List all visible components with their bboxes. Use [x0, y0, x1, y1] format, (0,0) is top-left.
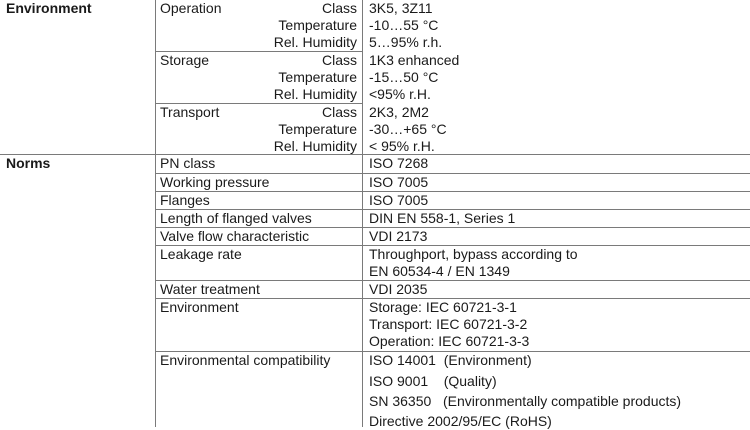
norm-label-working-pressure: Working pressure [160, 174, 270, 190]
norm-value-working-pressure: ISO 7005 [369, 174, 429, 190]
norm-value-compat-3: SN 36350 (Environmentally compatible products) [369, 393, 682, 409]
row-divider [155, 298, 750, 299]
storage-humidity-value: <95% r.H. [369, 86, 431, 102]
norm-label-environmental-compatibility: Environmental compatibility [160, 352, 331, 368]
norm-value-length-flanged-valves: DIN EN 558-1, Series 1 [369, 210, 516, 226]
norm-value-pn-class: ISO 7268 [369, 155, 429, 171]
norm-label-environment: Environment [160, 299, 239, 315]
row-divider [155, 280, 750, 281]
norm-value-compat-1: ISO 14001 (Environment) [369, 352, 532, 368]
storage-temperature-value: -15…50 °C [369, 69, 439, 85]
norm-label-valve-flow: Valve flow characteristic [160, 228, 310, 244]
group-transport-label: Transport [160, 104, 220, 120]
norm-label-length-flanged-valves: Length of flanged valves [160, 210, 312, 226]
row-divider [155, 227, 750, 228]
norm-value-compat-2: ISO 9001 (Quality) [369, 373, 497, 389]
operation-class-value: 3K5, 3Z11 [369, 0, 433, 16]
norm-value-leakage-rate-2: EN 60534-4 / EN 1349 [369, 263, 510, 279]
transport-humidity-value: < 95% r.H. [369, 138, 435, 154]
row-divider [155, 191, 750, 192]
norm-value-flanges: ISO 7005 [369, 192, 429, 208]
row-divider [155, 351, 750, 352]
operation-humidity-value: 5…95% r.h. [369, 34, 443, 50]
row-divider [155, 173, 750, 174]
norm-label-water-treatment: Water treatment [160, 281, 260, 297]
transport-temperature-label: Temperature [278, 121, 357, 137]
storage-class-value: 1K3 enhanced [369, 52, 460, 68]
column-divider-right [362, 0, 363, 427]
operation-temperature-label: Temperature [278, 17, 357, 33]
row-divider [155, 209, 750, 210]
section-title-environment: Environment [6, 0, 92, 16]
transport-humidity-label: Rel. Humidity [273, 138, 357, 154]
operation-temperature-value: -10…55 °C [369, 17, 439, 33]
section-divider [0, 154, 750, 155]
operation-class-label: Class [321, 0, 357, 16]
norm-label-flanges: Flanges [160, 192, 210, 208]
norm-label-leakage-rate: Leakage rate [160, 246, 242, 262]
norm-value-leakage-rate-1: Throughport, bypass according to [369, 246, 578, 262]
group-operation-label: Operation [160, 0, 222, 16]
transport-class-value: 2K3, 2M2 [369, 104, 429, 120]
operation-humidity-label: Rel. Humidity [273, 34, 357, 50]
norm-value-water-treatment: VDI 2035 [369, 281, 428, 297]
norm-label-pn-class: PN class [160, 155, 216, 171]
row-divider [155, 51, 363, 52]
group-storage-label: Storage [160, 52, 210, 68]
row-divider [155, 103, 363, 104]
norm-value-compat-4: Directive 2002/95/EC (RoHS) [369, 413, 552, 429]
norm-value-environment-3: Operation: IEC 60721-3-3 [369, 333, 530, 349]
storage-humidity-label: Rel. Humidity [273, 86, 357, 102]
storage-class-label: Class [321, 52, 357, 68]
transport-temperature-value: -30…+65 °C [369, 121, 447, 137]
section-title-norms: Norms [6, 155, 51, 171]
norm-value-valve-flow: VDI 2173 [369, 228, 428, 244]
norm-value-environment-2: Transport: IEC 60721-3-2 [369, 316, 528, 332]
storage-temperature-label: Temperature [278, 69, 357, 85]
transport-class-label: Class [321, 104, 357, 120]
row-divider [155, 245, 750, 246]
norm-value-environment-1: Storage: IEC 60721-3-1 [369, 299, 517, 315]
column-divider-left [155, 0, 156, 427]
